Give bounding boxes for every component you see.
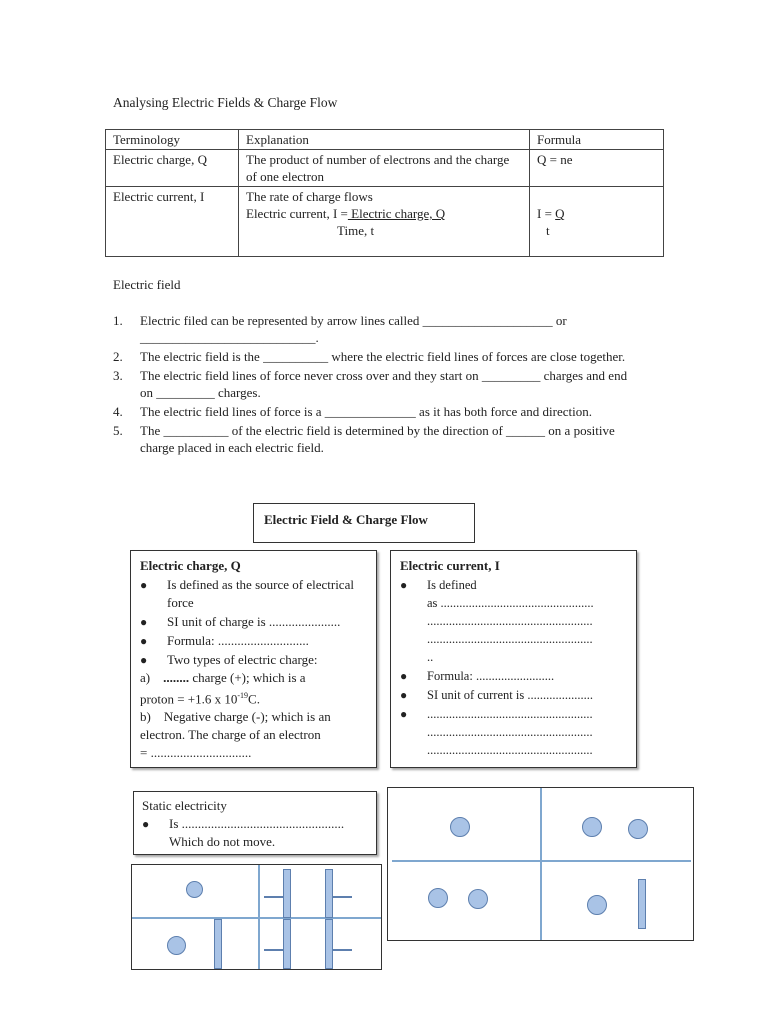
- negative-charge-line: b) Negative charge (-); which is an electron. The charge of an electron: [140, 709, 334, 743]
- electric-charge-box: [130, 550, 377, 768]
- bullet-icon: ●: [142, 817, 150, 831]
- header-formula: Formula: [530, 130, 664, 150]
- exponent: -19: [237, 691, 249, 700]
- sub-item-label: a): [140, 670, 164, 685]
- charged-plate-icon: [325, 919, 333, 969]
- sub-item-text: charge (+); which is a: [189, 670, 306, 685]
- list-item: [113, 422, 643, 456]
- bullet-icon: ●: [140, 653, 148, 667]
- formula-cell: Q = ne: [530, 150, 664, 187]
- proton-charge-text: proton = +1.6 x 10: [140, 691, 238, 707]
- point-charge-icon: [450, 817, 470, 837]
- bullet-text: Formula: .........................: [427, 669, 555, 683]
- bullet-icon: ●: [140, 615, 148, 629]
- list-item: [140, 632, 367, 650]
- unit: C.: [248, 691, 260, 707]
- bullet-icon: ●: [140, 634, 148, 648]
- charged-plate-icon: [214, 919, 222, 969]
- bullet-text: Is defined as the source of electrical force: [167, 577, 354, 610]
- fraction-numerator: Q: [555, 206, 565, 221]
- charged-plate-icon: [283, 919, 291, 969]
- point-charge-icon: [428, 888, 448, 908]
- definition-line: Is defined: [427, 578, 477, 592]
- table-row: [106, 187, 664, 257]
- fraction-numerator: Electric charge, Q: [347, 206, 446, 221]
- field-diagram-grid-left: [131, 864, 382, 970]
- list-item: [400, 667, 627, 685]
- charged-plate-icon: [325, 869, 333, 918]
- bullet-text: Formula: ............................: [167, 633, 309, 648]
- bullet-icon: ●: [400, 669, 408, 683]
- bullet-text: SI unit of current is .....................: [427, 688, 593, 702]
- definition-line: ..: [427, 650, 434, 664]
- center-title: Electric Field & Charge Flow: [264, 512, 428, 527]
- point-charge-icon: [167, 936, 186, 955]
- electric-field-list: [113, 312, 643, 458]
- electric-field-heading: Electric field: [113, 277, 181, 292]
- charged-plate-icon: [283, 869, 291, 918]
- grid-divider: [132, 917, 382, 919]
- list-item: [113, 403, 643, 420]
- point-charge-icon: [587, 895, 607, 915]
- definition-line: .....................................................: [427, 614, 593, 628]
- list-item: [140, 651, 367, 669]
- lead-wire: [333, 896, 352, 898]
- page-title: Analysing Electric Fields & Charge Flow: [113, 95, 338, 110]
- electron-charge-blank: = ...............................: [140, 745, 252, 761]
- table-row: [106, 150, 664, 187]
- bullet-icon: ●: [400, 688, 408, 702]
- header-terminology: Terminology: [106, 130, 239, 150]
- field-diagram-grid-right: [387, 787, 694, 941]
- fraction-denominator: t: [546, 223, 550, 238]
- list-item: [142, 815, 368, 851]
- terminology-table: [105, 129, 664, 257]
- list-item: [400, 686, 627, 704]
- current-box-title: Electric current, I: [400, 558, 500, 573]
- bullet-text: Two types of electric charge:: [167, 652, 318, 667]
- static-definition-tail: Which do not move.: [169, 834, 276, 849]
- electric-current-box: [390, 550, 637, 768]
- list-item: [113, 312, 643, 346]
- item-text: The electric field lines of force is a ______________ as it has both force and direction.: [140, 404, 592, 419]
- formula-prefix: Electric current, I =: [246, 206, 348, 221]
- definition-line: as .................................................: [427, 596, 594, 610]
- item-number: 4.: [113, 404, 123, 419]
- charge-box-title: Electric charge, Q: [140, 558, 241, 573]
- center-title-box: [253, 503, 475, 543]
- item-number: 5.: [113, 423, 123, 438]
- term-cell: Electric charge, Q: [106, 150, 239, 187]
- positive-charge-line: [140, 669, 367, 687]
- explanation-line: [246, 205, 522, 222]
- fraction-denominator: Time, t: [337, 223, 375, 238]
- bullet-icon: ●: [400, 578, 408, 592]
- static-definition-blank: Is ..................................................: [169, 816, 345, 831]
- list-item: [140, 613, 367, 631]
- item-text: Electric filed can be represented by arrow lines called ____________________ or ___________________________.: [140, 313, 567, 345]
- bullet-icon: ●: [400, 707, 408, 721]
- item-text: The __________ of the electric field is determined by the direction of ______ on a positive charge placed in each electric field.: [140, 423, 615, 455]
- item-text: The electric field lines of force never cross over and they start on _________ charges and end on _________ charges.: [140, 368, 628, 400]
- lead-wire: [333, 949, 352, 951]
- grid-divider: [258, 865, 260, 970]
- blank: ........: [163, 670, 190, 685]
- point-charge-icon: [186, 881, 203, 898]
- header-explanation: Explanation: [239, 130, 530, 150]
- item-number: 1.: [113, 313, 123, 328]
- bullet-text: SI unit of charge is ......................: [167, 614, 341, 629]
- formula-cell: [530, 187, 664, 257]
- explanation-cell: [239, 187, 530, 257]
- explanation-cell: The product of number of electrons and the charge of one electron: [239, 150, 530, 187]
- list-item: [140, 576, 367, 612]
- list-item: [113, 348, 643, 365]
- item-text: The electric field is the __________ where the electric field lines of forces are close together.: [140, 349, 626, 364]
- term-cell: Electric current, I: [106, 187, 239, 257]
- bullet-icon: ●: [140, 578, 148, 592]
- table-header-row: [106, 130, 664, 150]
- point-charge-icon: [628, 819, 648, 839]
- lead-wire: [264, 896, 283, 898]
- point-charge-icon: [468, 889, 488, 909]
- blank-line: .....................................................: [427, 725, 593, 739]
- grid-divider: [540, 788, 542, 941]
- list-item: [113, 367, 643, 401]
- charged-plate-icon: [638, 879, 646, 929]
- explanation-line: The rate of charge flows: [246, 189, 373, 204]
- point-charge-icon: [582, 817, 602, 837]
- blank-line: .....................................................: [427, 707, 593, 721]
- list-item: [400, 576, 627, 666]
- proton-charge-line: [140, 687, 367, 708]
- item-number: 2.: [113, 349, 123, 364]
- item-number: 3.: [113, 368, 123, 383]
- static-title: Static electricity: [142, 798, 227, 813]
- list-item: [400, 705, 627, 759]
- blank-line: .....................................................: [427, 743, 593, 757]
- static-electricity-box: [133, 791, 377, 855]
- formula-line: [537, 205, 656, 222]
- formula-prefix: I =: [537, 206, 556, 221]
- lead-wire: [264, 949, 283, 951]
- definition-line: .....................................................: [427, 632, 593, 646]
